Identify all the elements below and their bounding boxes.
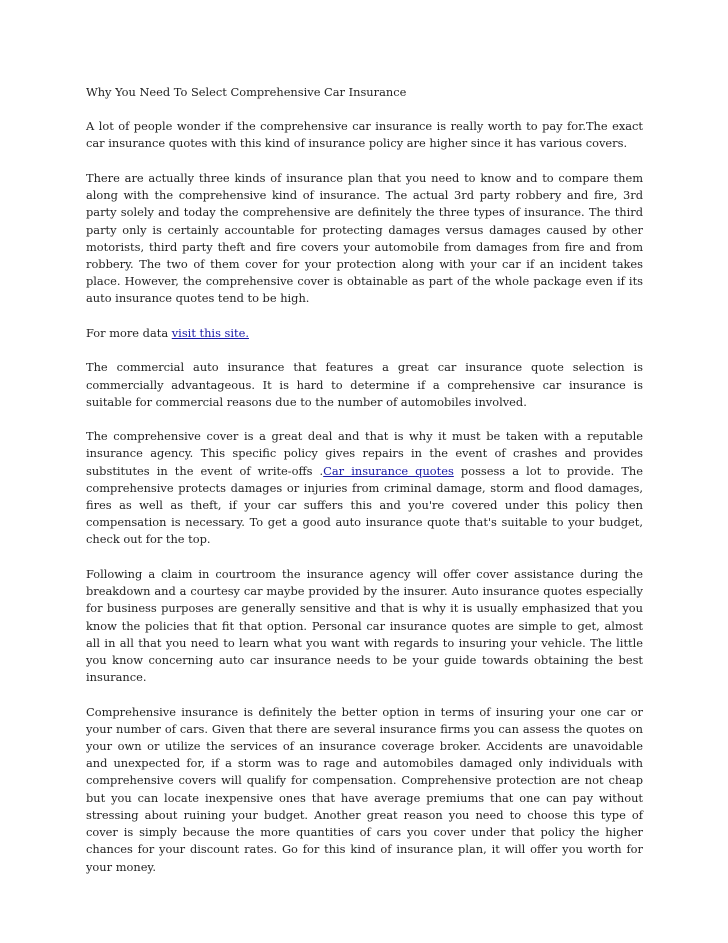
visit-site-link[interactable]: visit this site. — [171, 325, 249, 340]
paragraph-claim: Following a claim in courtroom the insurance agency will offer cover assistance during the breakdown and a courtesy car maybe provided by the insurer. Auto insurance quotes especially for business purposes are generally sensitive and that is why it is usually emphasized that you know the policies that fit that option. Personal car insurance quotes are simple to get, almost all in all that you need to learn what you want with regards to insuring your vehicle. The little you know concerning auto car insurance needs to be your guide towards obtaining the best insurance. — [86, 566, 643, 685]
comprehensive-text-after: possess a lot to provide. The comprehensive protects damages or injuries from criminal damage, storm and flood damages, fires as well as theft, if your car suffers this and you're covered under this policy then compensation is necessary. To get a good auto insurance quote that's suitable to your budget, check out for the top. — [86, 463, 643, 547]
paragraph-intro: A lot of people wonder if the comprehensive car insurance is really worth to pay for.The exact car insurance quotes with this kind of insurance policy are higher since it has various covers. — [86, 119, 643, 151]
document-title: Why You Need To Select Comprehensive Car Insurance — [86, 85, 407, 99]
paragraph-commercial: The commercial auto insurance that features a great car insurance quote selection is commercially advantageous. It is hard to determine if a comprehensive car insurance is suitable for commercial reasons due to the number of automobiles involved. — [86, 360, 643, 409]
car-insurance-quotes-link[interactable]: Car insurance quotes — [323, 463, 454, 478]
more-data-text: For more data — [86, 325, 172, 340]
paragraph-conclusion: Comprehensive insurance is definitely the better option in terms of insuring your one car or your number of cars. Given that there are several insurance firms you can assess the quotes on your own or utilize the services of an insurance coverage broker. Accidents are unavoidable and unexpected for, if a storm was to rage and automobiles damaged only individuals with comprehensive covers will qualify for compensation. Comprehensive protection are not cheap but you can locate inexpensive ones that have average premiums that one can pay without stressing about ruining your budget. Another great reason you need to choose this type of cover is simply because the more quantities of cars you cover under that policy the higher chances for your discount rates. Go for this kind of insurance plan, it will offer you worth for your money. — [86, 704, 643, 874]
paragraph-more-data — [86, 325, 643, 342]
comprehensive-text-before: The comprehensive cover is a great deal and that is why it must be taken with a reputable insurance agency. This specific policy gives repairs in the event of crashes and provides substitutes in the event of write-offs . — [86, 429, 643, 478]
paragraph-insurance-types: There are actually three kinds of insurance plan that you need to know and to compare them along with the comprehensive kind of insurance. The actual 3rd party robbery and fire, 3rd party solely and today the comprehensive are definitely the three types of insurance. The third party only is certainly accountable for protecting damages versus damages caused by other motorists, third party theft and fire covers your automobile from damages from fire and from robbery. The two of them cover for your protection along with your car if an incident takes place. However, the comprehensive cover is obtainable as part of the whole package even if its auto insurance quotes tend to be high. — [86, 170, 643, 306]
document-page — [86, 84, 643, 893]
paragraph-comprehensive-cover — [86, 428, 643, 548]
